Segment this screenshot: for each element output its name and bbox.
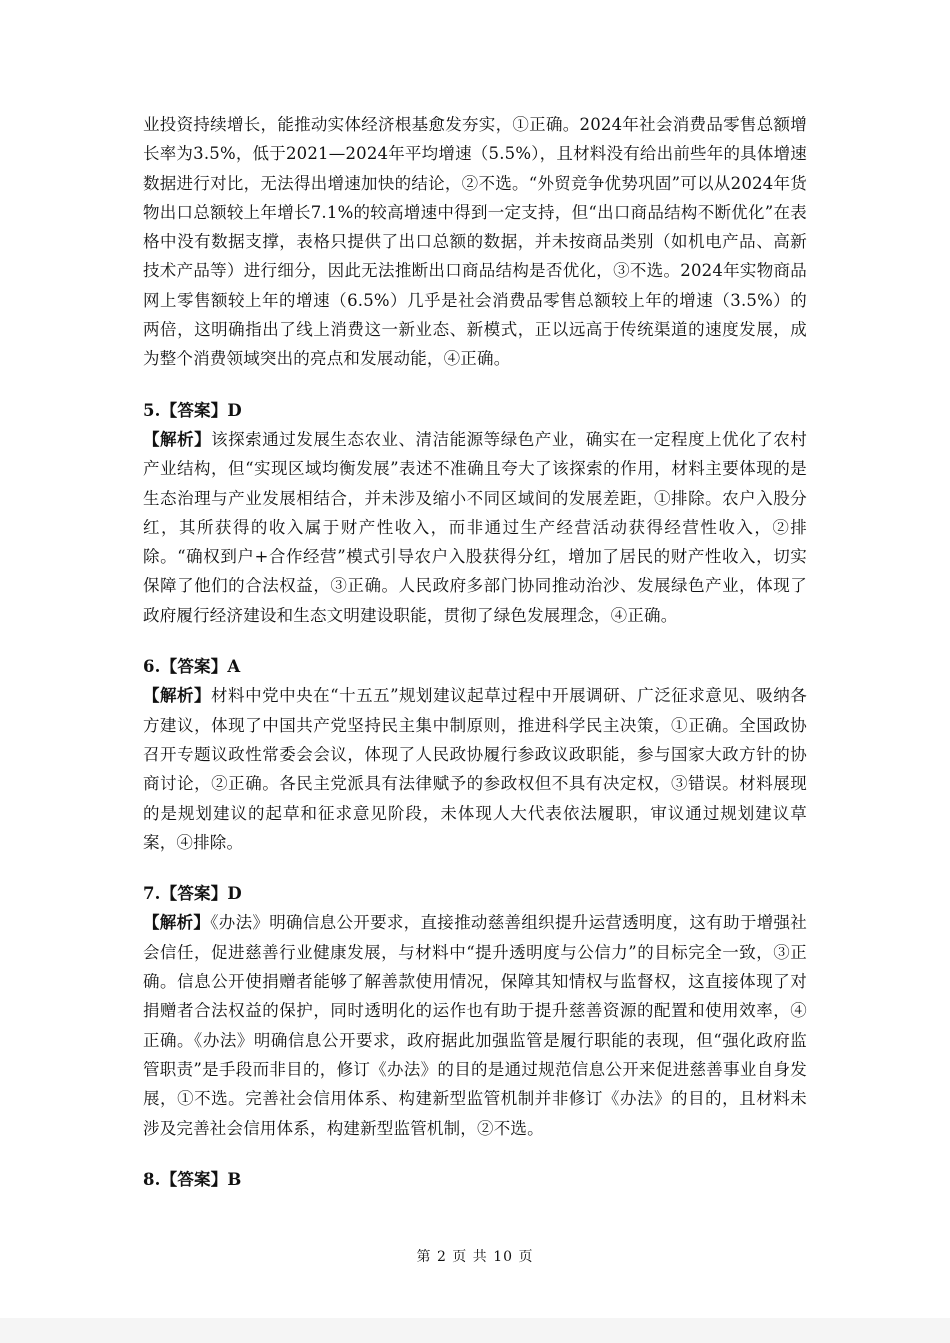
answer-line: 6.【答案】A	[143, 657, 241, 677]
continuation-paragraph: 业投资持续增长，能推动实体经济根基愈发夯实，①正确。2024年社会消费品零售总额增长率为3.5%，低于2021—2024年平均增速（5.5%），且材料没有给出前些年的具体增速数据进行对比，无法得出增速加快的结论，②不选。“外贸竞争优势巩固”可以从2024年货物出口总额较上年增长7.1%的较高增速中得到一定支持，但“出口商品结构不断优化”在表格中没有数据支撑，表格只提供了出口总额的数据，并未按商品类别（如机电产品、高新技术产品等）进行细分，因此无法推断出口商品结构是否优化，③不选。2024年实物商品网上零售额较上年的增速（6.5%）几乎是社会消费品零售总额较上年的增速（3.5%）的两倍，这明确指出了线上消费这一新业态、新模式，正以远高于传统渠道的速度发展，成为整个消费领域突出的亮点和发展动能，④正确。	[143, 115, 807, 369]
answer-line: 8.【答案】B	[143, 1169, 242, 1189]
answer-line: 7.【答案】D	[143, 884, 242, 904]
page-bottom-edge	[0, 1318, 950, 1343]
analysis-text: 该探索通过发展生态农业、清洁能源等绿色产业，确实在一定程度上优化了农村产业结构，但“实现区域均衡发展”表述不准确且夸大了该探索的作用，材料主要体现的是生态治理与产业发展相结合，并未涉及缩小不同区域间的发展差距，①排除。农户入股分红，其所获得的收入属于财产性收入，而非通过生产经营活动获得经营性收入，②排除。“确权到户+合作经营”模式引导农户入股获得分红，增加了居民的财产性收入，切实保障了他们的合法权益，③正确。人民政府多部门协同推动治沙、发展绿色产业，体现了政府履行经济建设和生态文明建设职能，贯彻了绿色发展理念，④正确。	[143, 429, 807, 625]
question-7	[143, 879, 807, 1143]
question-8	[143, 1165, 807, 1194]
page-content	[143, 110, 807, 1194]
analysis-text: 材料中党中央在“十五五”规划建议起草过程中开展调研、广泛征求意见、吸纳各方建议，体现了中国共产党坚持民主集中制原则，推进科学民主决策，①正确。全国政协召开专题议政性常委会会议，体现了人民政协履行参政议政职能，参与国家大政方针的协商讨论，②正确。各民主党派具有法律赋予的参政权但不具有决定权，③错误。材料展现的是规划建议的起草和征求意见阶段，未体现人大代表依法履职，审议通过规划建议草案，④排除。	[143, 686, 807, 852]
analysis-paragraph	[143, 425, 807, 630]
analysis-label: 【解析】	[143, 429, 212, 449]
answer-line: 5.【答案】D	[143, 400, 242, 420]
analysis-label: 【解析】	[143, 913, 211, 933]
analysis-paragraph	[143, 908, 807, 1142]
question-5	[143, 396, 807, 630]
analysis-paragraph	[143, 681, 807, 857]
analysis-label: 【解析】	[143, 686, 212, 706]
question-6	[143, 652, 807, 857]
analysis-text: 《办法》明确信息公开要求，直接推动慈善组织提升运营透明度，这有助于增强社会信任，促进慈善行业健康发展，与材料中“提升透明度与公信力”的目标完全一致，③正确。信息公开使捐赠者能够了解善款使用情况，保障其知情权与监督权，这直接体现了对捐赠者合法权益的保护，同时透明化的运作也有助于提升慈善资源的配置和使用效率，④正确。《办法》明确信息公开要求，政府据此加强监管是履行职能的表现，但“强化政府监管职责”是手段而非目的，修订《办法》的目的是通过规范信息公开来促进慈善事业自身发展，①不选。完善社会信用体系、构建新型监管机制并非修订《办法》的目的，且材料未涉及完善社会信用体系，构建新型监管机制，②不选。	[143, 913, 807, 1138]
page-number-footer: 第 2 页 共 10 页	[416, 1249, 534, 1265]
